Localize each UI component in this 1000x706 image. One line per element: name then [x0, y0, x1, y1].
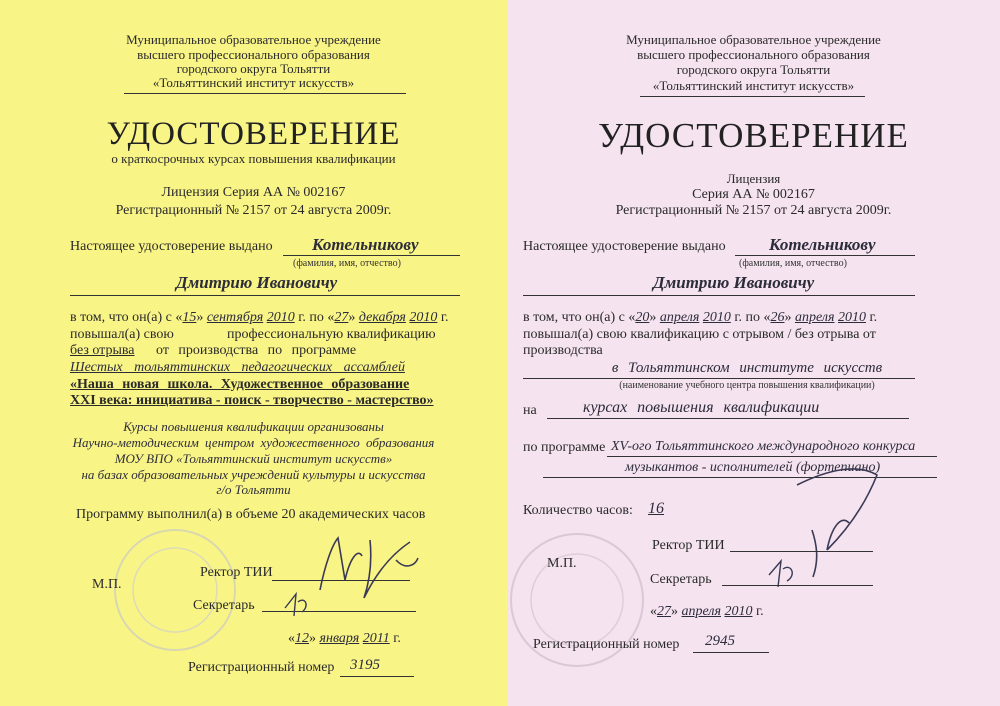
reg-number: 3195 — [350, 657, 380, 673]
signature-line — [730, 551, 873, 552]
rector-label: Ректор ТИИ — [200, 565, 273, 580]
improved-label: повышал(а) свою квалификацию с отрывом / без отрыва от — [523, 327, 876, 342]
date-month: апреля — [681, 604, 721, 619]
program-label: по программе — [523, 440, 606, 455]
institution-line: Муниципальное образовательное учреждение — [126, 32, 381, 47]
start-month: апреля — [659, 310, 700, 325]
recipient-surname: Котельникову — [312, 235, 419, 254]
fill-line — [693, 652, 769, 653]
center-caption: (наименование учебного центра повышения квалификации) — [619, 380, 875, 391]
production-label: производства — [523, 343, 603, 358]
seal-label: М.П. — [547, 556, 577, 571]
start-day: 20 — [635, 310, 650, 325]
issue-date: «12» января 2011 г. — [288, 631, 401, 646]
divider — [640, 96, 865, 97]
start-day: 15 — [182, 310, 197, 325]
reg-number-label: Регистрационный номер — [533, 637, 680, 652]
program-title: «Наша новая школа. Художественное образование — [70, 377, 410, 392]
registration: Регистрационный № 2157 от 24 августа 2009г. — [615, 203, 892, 218]
institution-line: городского округа Тольятти — [676, 62, 831, 77]
rector-label: Ректор ТИИ — [652, 538, 725, 553]
program-title: Шестых тольяттинских педагогических ассамблей — [70, 360, 405, 375]
fill-line — [283, 255, 460, 256]
stamp-seal — [507, 525, 657, 675]
recipient-name: Дмитрию Ивановичу — [176, 273, 338, 292]
end-year: 2010 — [409, 310, 438, 325]
study-mode: без отрыва — [70, 343, 135, 358]
license: Серия АА № 002167 — [692, 187, 815, 202]
start-year: 2010 — [702, 310, 731, 325]
fill-line — [70, 295, 460, 296]
registration: Регистрационный № 2157 от 24 августа 2009г. — [115, 203, 392, 218]
certificate-right — [507, 0, 1000, 706]
program-label: от производства по программе — [156, 343, 357, 358]
period-line: в том, что он(а) с «20» апреля 2010 г. по «26» апреля 2010 г. — [523, 310, 878, 325]
end-day: 27 — [334, 310, 349, 325]
institution-line: городского округа Тольятти — [176, 61, 331, 76]
end-month: апреля — [795, 310, 835, 325]
hours-completed: Программу выполнил(а) в объеме 20 академических часов — [76, 507, 426, 522]
hours-value: 16 — [648, 500, 664, 517]
period-line: в том, что он(а) с «15» сентября 2010 г. по «27» декабря 2010 г. — [70, 310, 449, 325]
reg-number: 2945 — [705, 633, 735, 649]
start-year: 2010 — [266, 310, 295, 325]
document-title: УДОСТОВЕРЕНИЕ — [106, 116, 401, 152]
hours-label: Количество часов: — [523, 503, 633, 518]
end-day: 26 — [770, 310, 785, 325]
end-year: 2010 — [837, 310, 866, 325]
institution-line: высшего профессионального образования — [137, 47, 370, 62]
recipient-name: Дмитрию Ивановичу — [653, 273, 815, 292]
program-title: XXI века: инициатива - поиск - творчество - мастерство» — [70, 393, 434, 408]
organizers-line: Научно-методическим центром художественного образования — [72, 435, 435, 450]
fill-line — [523, 295, 915, 296]
date-year: 2010 — [724, 604, 753, 619]
document-title: УДОСТОВЕРЕНИЕ — [598, 116, 909, 155]
institution-line: Муниципальное образовательное учреждение — [626, 32, 881, 47]
secretary-label: Секретарь — [193, 598, 255, 613]
document-subtitle: о краткосрочных курсах повышения квалификации — [111, 151, 396, 166]
surname-caption: (фамилия, имя, отчество) — [293, 258, 401, 269]
date-month: января — [319, 631, 360, 646]
issued-label: Настоящее удостоверение выдано — [523, 239, 726, 254]
stamp-seal — [100, 525, 250, 655]
rector-signature — [300, 520, 450, 610]
secretary-signature — [280, 590, 320, 620]
institution-line: высшего профессионального образования — [637, 47, 870, 62]
improved-label: повышал(а) свою — [70, 327, 174, 342]
on-label: на — [523, 403, 537, 418]
date-day: 27 — [657, 604, 671, 619]
reg-number-label: Регистрационный номер — [188, 660, 335, 675]
fill-line — [547, 418, 909, 419]
fill-line — [340, 676, 414, 677]
course-name: курсах повышения квалификации — [583, 399, 820, 416]
fill-line — [735, 255, 915, 256]
program-title: музыкантов - исполнителей (фортепиано) — [625, 460, 881, 475]
organizers-line: на базах образовательных учреждений культуры и искусства — [81, 467, 426, 482]
license: Лицензия Серия АА № 002167 — [161, 185, 346, 200]
license-word: Лицензия — [726, 171, 781, 186]
end-month: декабря — [358, 310, 406, 325]
recipient-surname: Котельникову — [769, 235, 876, 254]
surname-caption: (фамилия, имя, отчество) — [739, 258, 847, 269]
start-month: сентября — [206, 310, 264, 325]
organizers-line: г/о Тольятти — [216, 482, 291, 497]
institution-line: «Тольяттинский институт искусств» — [652, 78, 855, 93]
seal-label: М.П. — [92, 577, 122, 592]
training-center: в Тольяттинском институте искусств — [611, 360, 883, 376]
program-title: XV-ого Тольяттинского международного конкурса — [611, 439, 916, 454]
qualification-label: профессиональную квалификацию — [227, 327, 436, 342]
date-day: 12 — [295, 631, 309, 646]
secretary-label: Секретарь — [650, 572, 712, 587]
issued-label: Настоящее удостоверение выдано — [70, 239, 273, 254]
organizers-line: Курсы повышения квалификации организованы — [123, 419, 384, 434]
issue-date: «27» апреля 2010 г. — [650, 604, 764, 619]
date-year: 2011 — [362, 631, 390, 646]
organizers-line: МОУ ВПО «Тольяттинский институт искусств» — [114, 451, 393, 466]
signature-line — [722, 585, 873, 586]
fill-line — [523, 378, 915, 379]
divider — [124, 93, 406, 94]
institution-line: «Тольяттинский институт искусств» — [152, 75, 355, 90]
